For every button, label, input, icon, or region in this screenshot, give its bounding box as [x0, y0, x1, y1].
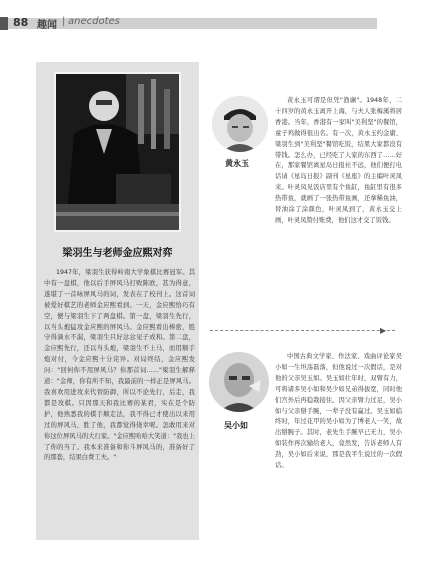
- article-body: 1947年，梁羽生获得岭南大学象棋比赛冠军。其中有一盘棋，他以后手屏风马打败陈欧，甚为得意，遂堪了一首咏屏风马的词，发表在了校刊上。这首词被爱好棋艺的老师金应熙看到。一天，金应熙恰巧有空，便与梁羽生下了两盘棋。第一盘，梁羽生先行，以当头炮猛攻金应熙的屏风马。金应熙看出棒密，胜守得滴水不漏，梁羽生只好忿忿见子成和。第二盘，金应熙先行，还以当头炮，梁羽生不上马，而用顺手炮对付，今金应熙十分诧异。对局终结，金应熙发问："回何你不用屏风马？你那首词……"梁羽生解释道："金师，你有所不知，我最前的一样正是屏风马。我喜欢用进攻来代替防御，所以不论先行，后走，我都是攻棋。只因那天和我比赛的某君，实在是个防护，他熟悉我的棋手顺走法，我不得已才使出以来用过的屏风马，胜了他，我都觉得侥幸呢。怎敢用来对你这位屏风马的大行家。"金应熙哈哈大笑道："我也上了你的当了。我本来准备和你斗屏风马的，准备好了的那套，结果白费工夫。": [44, 269, 195, 462]
- page-header: [0, 14, 427, 32]
- man-playing-chess-image: [56, 74, 179, 230]
- person-name: 吴小如: [224, 421, 248, 430]
- portrait-wu-xiaoru: [209, 352, 269, 412]
- page-number: 88: [13, 16, 29, 29]
- section-divider: [210, 330, 395, 331]
- article-title: 梁羽生与老师金应熙对弈: [62, 248, 173, 259]
- header-tag: [0, 17, 8, 30]
- anecdote-body: 中国古典文学家、作法家、戏曲评论家吴小如一生坦荡磊落，但他说过一次假话，是对他的父亲吴玉如。吴玉如壮年时，双臂有力，可将诸多吴小如和吴少如兄弟得拔宽，同时他们宫外后再稳栽接住。因父亲臂力过足，吴小如与父亲掰手腕，一辈子没有赢过。吴玉如临终时，年过花甲的吴小如为了博老人一笑，故出掰腕子。其时，老先生手腕早已无力，吴小如装作再次输给老人，竟然发，告诉老师人有劲，吴小如后来说，那是我平生说过的一次假话。: [275, 353, 402, 470]
- portrait-image: [209, 352, 269, 412]
- portrait-huang-yongyu: [212, 96, 268, 152]
- anecdote-body: 黄永玉可谓是但凭"渔谰"。1948年，二十四岁的黄永玉离开上海，与夫人张梅溪将居香港。当年，香港有一家叫"美利坚"的餐馆，童子鸡做得很出名。有一次，黄永玉约金庸、梁羽生到"美利坚"餐馆吃饭，结果大家都没有带钱。怎么办，已经吃了人家的东西了……好在，那家餐馆离星岛日报社不远，他们便打电话请《星岛日报》副刊《星座》的主编叶灵凤来。叶灵凤见饭店里有个鱼缸，鱼缸里有很多热带鱼，就画了一张热带鱼画，还拿稀鱼油，替油涂了涂颜色，叶灵凤到了，黄永玉交上画，叶灵凤赞付账费，他们这才交了饭钱。: [275, 97, 402, 224]
- article-photo: [54, 72, 181, 232]
- portrait-image: [212, 96, 268, 152]
- divider-arrow-icon: ▶: [380, 326, 387, 335]
- section-title: 趣闻: [37, 20, 57, 31]
- section-subtitle: anecdotes: [68, 16, 120, 27]
- person-name: 黄永玉: [225, 159, 249, 168]
- header-separator: |: [62, 16, 66, 27]
